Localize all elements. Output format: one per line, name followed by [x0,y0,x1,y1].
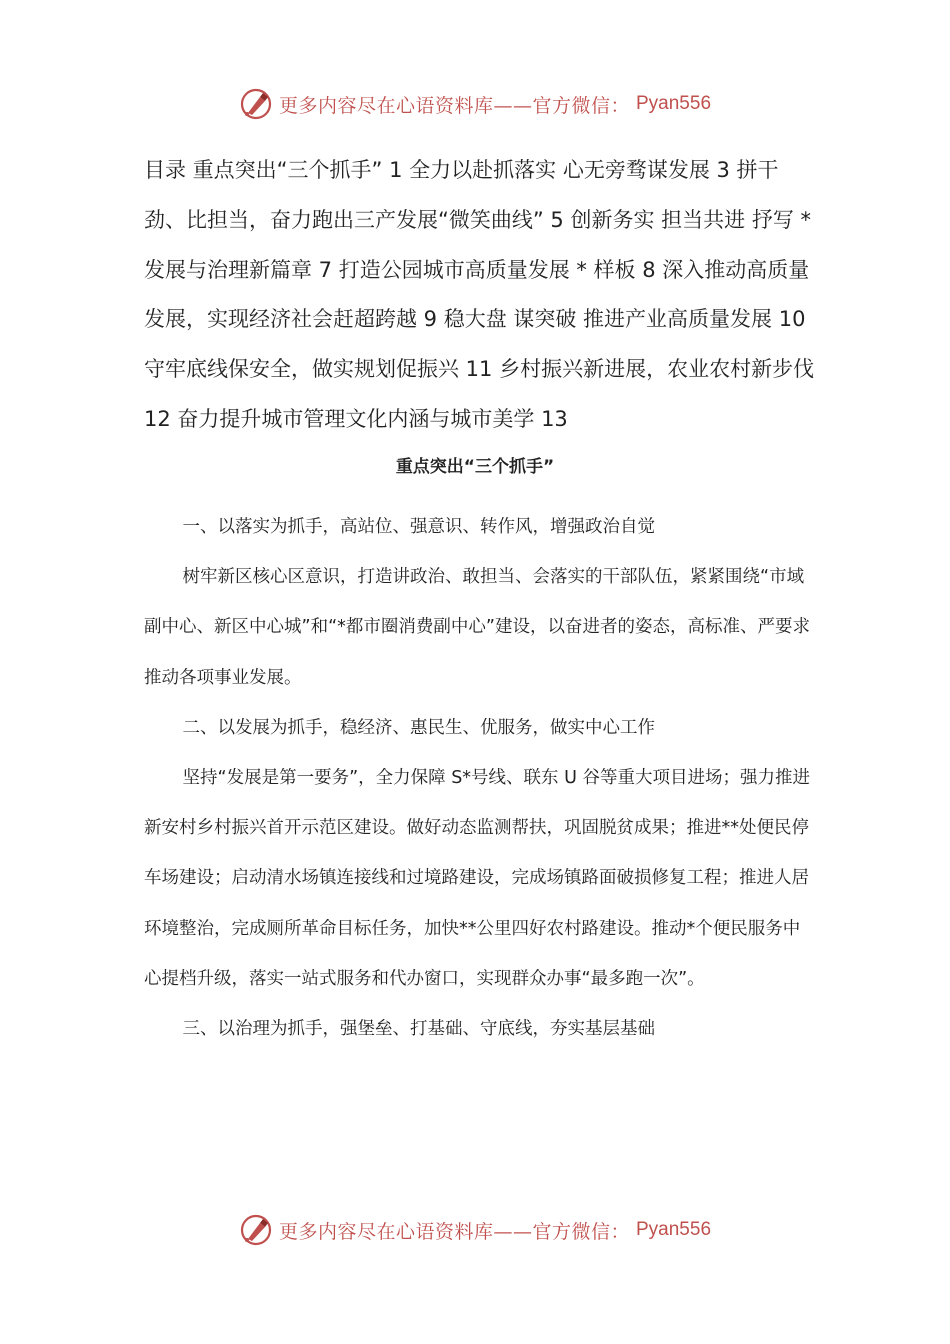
paragraph-1: 树牢新区核心区意识，打造讲政治、敢担当、会落实的干部队伍，紧紧围绕“市域副中心、新区中心城”和“*都市圈消费副中心”建设，以奋进者的姿态，高标准、严要求推动各项事业发展。 [144,567,810,688]
paragraph-heading-3: 三、以治理为抓手，强堡垒、打基础、守底线，夯实基层基础 [182,1019,655,1040]
paragraph-heading-1: 一、以落实为抓手，高站位、强意识、转作风，增强政治自觉 [182,517,655,537]
paragraph-heading-2: 二、以发展为抓手，稳经济、惠民生、优服务，做实中心工作 [182,717,655,738]
section-body [144,502,810,1054]
pen-nib-logo-icon [239,87,273,121]
watermark-handle: Pyan556 [636,1219,712,1240]
table-of-contents: 目录 重点突出“三个抓手” 1 全力以赴抓落实 心无旁骛谋发展 3 拼干劲、比担当，奋力跑出三产发展“微笑曲线” 5 创新务实 担当共进 抒写 * 发展与治理新篇章 7 打造公园城市高质量发展 * 样板 8 深入推动高质量发展，实现经济社会赶超跨越 9 稳大盘 谋突破 推进产业高质量发展 10 守牢底线保安全，做实规划促振兴 11 乡村振兴新进展，农业农村新步伐 12 奋力提升城市管理文化内涵与城市美学 13 [144,158,815,431]
watermark-handle: Pyan556 [636,93,712,114]
pen-nib-logo-icon [239,1213,273,1247]
watermark-footer [0,1210,950,1250]
watermark-text: 更多内容尽在心语资料库——官方微信： [278,94,630,117]
watermark-header [0,84,950,124]
section-title: 重点突出“三个抓手” [395,457,555,477]
paragraph-2: 坚持“发展是第一要务”，全力保障 S*号线、联东 U 谷等重大项目进场；强力推进新安村乡村振兴首开示范区建设。做好动态监测帮扶，巩固脱贫成果；推进**处便民停车场建设；启动清水场镇连接线和过境路建设，完成场镇路面破损修复工程；推进人居环境整治，完成厕所革命目标任务，加快**公里四好农村路建设。推动*个便民服务中心提档升级，落实一站式服务和代办窗口，实现群众办事“最多跑一次”。 [144,768,810,989]
watermark-text: 更多内容尽在心语资料库——官方微信： [278,1220,630,1243]
